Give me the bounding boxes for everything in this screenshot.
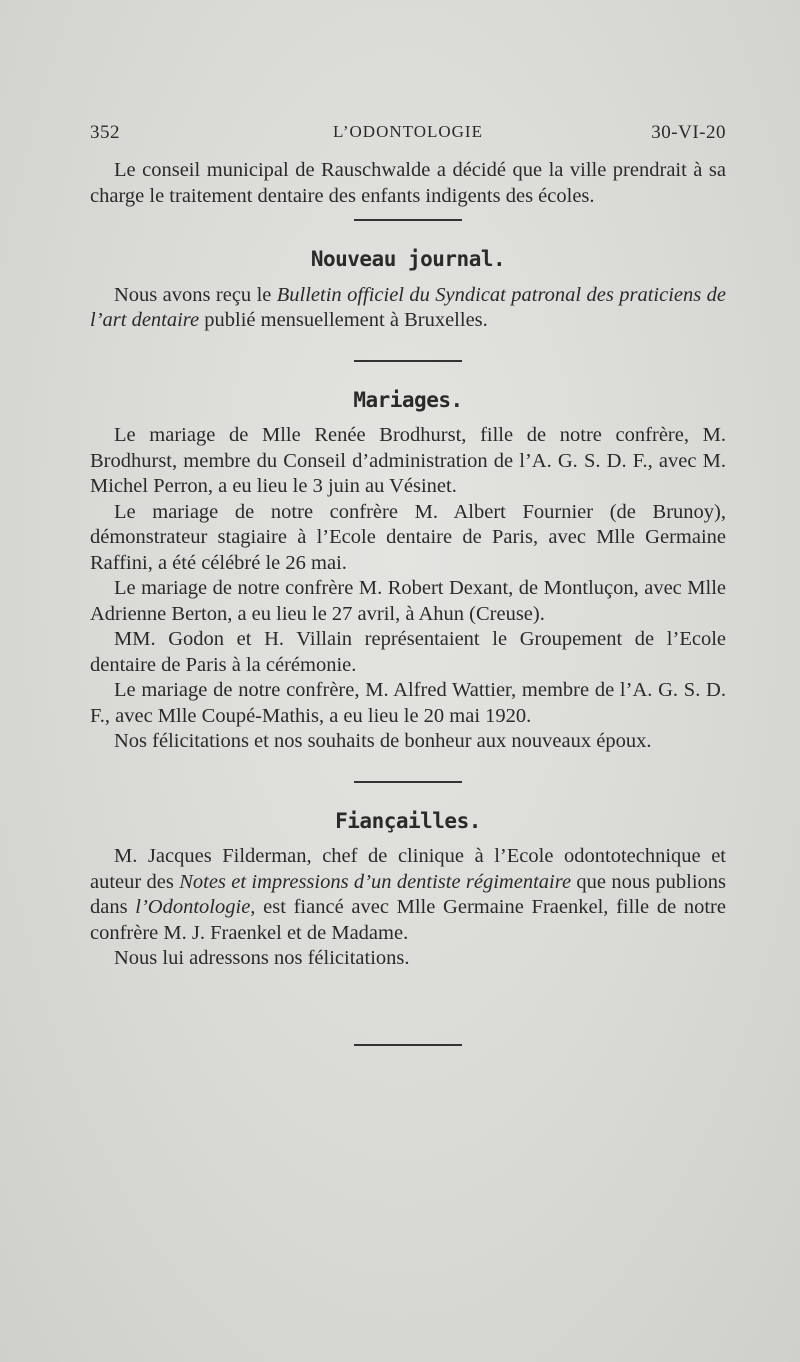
section-title-fiancailles: Fiançailles. xyxy=(335,808,481,833)
journal-title: L’ODONTOLOGIE xyxy=(333,122,483,141)
section-title-journal: Nouveau journal. xyxy=(310,247,506,271)
issue-date: 30-VI-20 xyxy=(651,122,726,143)
running-header xyxy=(90,122,726,150)
fiancailles-text-b: que nous publions dans xyxy=(90,870,726,918)
journal-paragraph xyxy=(90,283,726,334)
page-number: 352 xyxy=(90,122,120,143)
mariage-paragraph: Le mariage de notre confrère M. Albert Fournier (de Brunoy), démonstrateur stagiaire à l’Ecole dentaire de Paris, avec Mlle Germaine Raffini, a été célébré le 26 mai. xyxy=(90,500,726,574)
mariage-paragraph: Nos félicitations et nos souhaits de bonheur aux nouveaux époux. xyxy=(114,730,652,752)
fiancailles-paragraph xyxy=(90,844,726,946)
mariage-paragraph: Le mariage de Mlle Renée Brodhurst, fille de notre confrère, M. Brodhurst, membre du Conseil d’administration de l’A. G. S. D. F., avec M. Michel Perron, a eu lieu le 3 juin au Vésinet. xyxy=(90,424,726,497)
mariage-paragraph: MM. Godon et H. Villain représentaient le Groupement de l’Ecole dentaire de Paris à la cérémonie. xyxy=(90,628,726,676)
journal-text-a: Nous avons reçu le xyxy=(114,283,277,306)
section-divider xyxy=(354,219,462,221)
section-divider xyxy=(354,781,462,783)
notes-title: Notes et impressions d’un dentiste régimentaire xyxy=(179,870,572,893)
mariage-paragraph: Le mariage de notre confrère M. Robert Dexant, de Montluçon, avec Mlle Adrienne Berton, a eu lieu le 27 avril, à Ahun (Creuse). xyxy=(90,577,726,625)
odontologie-title: l’Odontologie, xyxy=(135,896,256,918)
article-body xyxy=(90,158,726,1046)
section-divider xyxy=(354,360,462,362)
fiancailles-text-c: est fiancé avec Mlle Germaine Fraenkel, fille de notre confrère M. J. Fraenkel et de Madame. xyxy=(90,896,726,944)
end-divider xyxy=(354,1044,462,1046)
fiancailles-closing: Nous lui adressons nos félicitations. xyxy=(114,947,410,969)
intro-paragraph: Le conseil municipal de Rauschwalde a décidé que la ville prendrait à sa charge le traitement dentaire des enfants indigents des écoles. xyxy=(90,159,726,207)
journal-text-b: publié mensuellement à Bruxelles. xyxy=(199,309,488,331)
mariage-paragraph: Le mariage de notre confrère, M. Alfred Wattier, membre de l’A. G. S. D. F., avec Mlle Coupé-Mathis, a eu lieu le 20 mai 1920. xyxy=(90,679,726,727)
section-title-mariages: Mariages. xyxy=(353,387,463,412)
journal-bulletin-title: Bulletin officiel du Syndicat patronal des praticiens de l’art dentaire xyxy=(90,283,726,331)
fiancailles-text-a: M. Jacques Filderman, chef de clinique à l’Ecole odontotechnique et auteur des xyxy=(90,845,726,893)
